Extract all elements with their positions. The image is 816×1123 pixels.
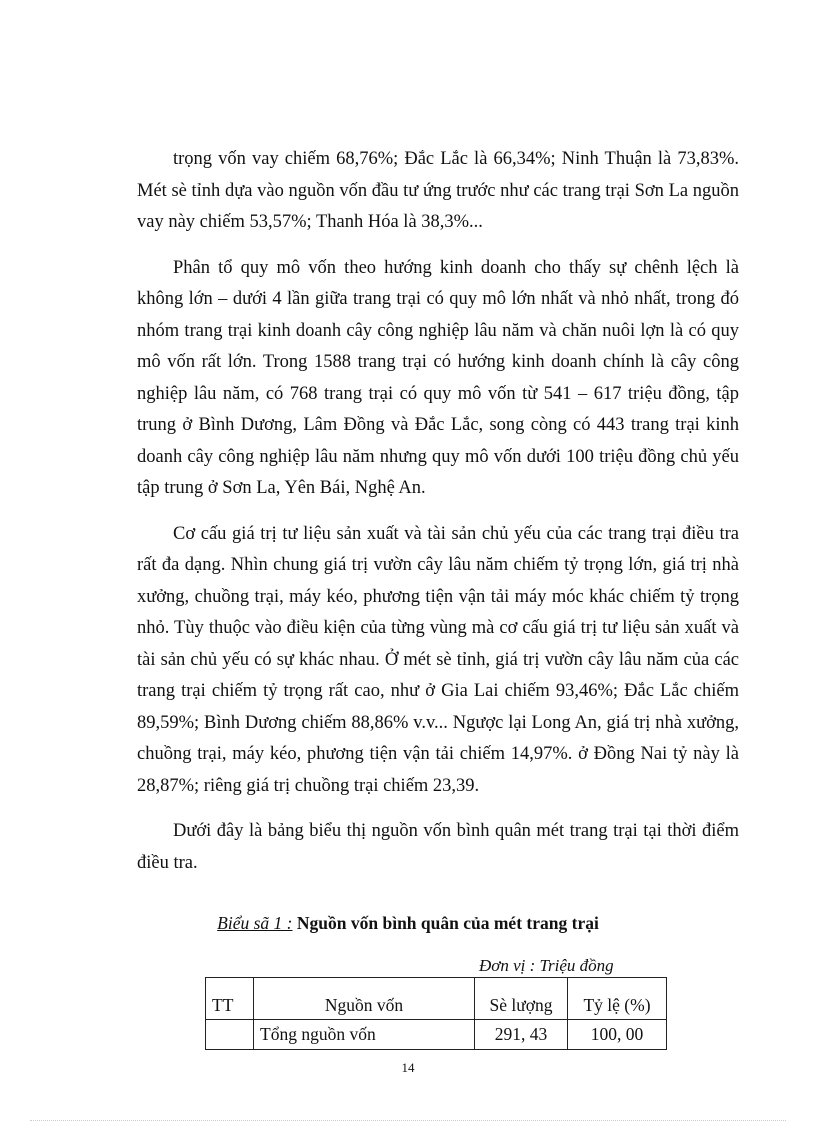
table-header-row bbox=[206, 978, 667, 1020]
page-bottom-divider bbox=[30, 1120, 786, 1121]
page-number: 14 bbox=[401, 1060, 415, 1075]
header-ratio: Tỷ lệ (%) bbox=[568, 978, 667, 1020]
body-text bbox=[137, 144, 739, 879]
cell-amount: 291, 43 bbox=[475, 1020, 568, 1050]
paragraph-3: Cơ cấu giá trị tư liệu sản xuất và tài sản chủ yếu của các trang trại điều tra rất đa dạng. Nhìn chung giá trị vườn cây lâu năm chiếm tỷ trọng lớn, giá trị nhà xưởng, chuồng trại, máy kéo, phương tiện vận tải máy móc khác chiếm tỷ trọng nhỏ. Tùy thuộc vào điều kiện của từng vùng mà cơ cấu giá trị tư liệu sản xuất và tài sản chủ yếu có sự khác nhau. Ở mét sè tỉnh, giá trị vườn cây lâu năm của các trang trại chiếm tỷ trọng rất cao, như ở Gia Lai chiếm 93,46%; Đắc Lắc chiếm 89,59%; Bình Dương chiếm 88,86% v.v... Ngược lại Long An, giá trị nhà xưởng, chuồng trại, máy kéo, phương tiện vận tải chiếm 14,97%. ở Đồng Nai tỷ này là 28,87%; riêng giá trị chuồng trại chiếm 23,39. bbox=[137, 523, 739, 796]
table-caption bbox=[0, 913, 816, 934]
capital-table bbox=[205, 977, 667, 1050]
unit-label: Đơn vị : Triệu đồng bbox=[479, 956, 614, 975]
paragraph-2: Phân tổ quy mô vốn theo hướng kinh doanh cho thấy sự chênh lệch là không lớn – dưới 4 lần giữa trang trại có quy mô lớn nhất và nhỏ nhất, trong đó nhóm trang trại kinh doanh cây công nghiệp lâu năm và chăn nuôi lợn là có quy mô vốn rất lớn. Trong 1588 trang trại có hướng kinh doanh chính là cây công nghiệp lâu năm, có 768 trang trại có quy mô vốn từ 541 – 617 triệu đồng, tập trung ở Bình Dương, Lâm Đồng và Đắc Lắc, song còng có 443 trang trại kinh doanh cây công nghiệp lâu năm nhưng quy mô vốn dưới 100 triệu đồng chủ yếu tập trung ở Sơn La, Yên Bái, Nghệ An. bbox=[137, 257, 739, 498]
header-tt: TT bbox=[206, 978, 254, 1020]
table-row bbox=[206, 1020, 667, 1050]
paragraph-1: trọng vốn vay chiếm 68,76%; Đắc Lắc là 66,34%; Ninh Thuận là 73,83%. Mét sè tỉnh dựa vào nguồn vốn đầu tư ứng trước như các trang trại Sơn La nguồn vay này chiếm 53,57%; Thanh Hóa là 38,3%... bbox=[137, 149, 739, 232]
cell-tt bbox=[206, 1020, 254, 1050]
cell-ratio: 100, 00 bbox=[568, 1020, 667, 1050]
header-amount: Sè lượng bbox=[475, 978, 568, 1020]
cell-source: Tổng nguồn vốn bbox=[254, 1020, 475, 1050]
table-caption-label: Biểu sã 1 : bbox=[217, 913, 293, 933]
paragraph-4: Dưới đây là bảng biểu thị nguồn vốn bình quân mét trang trại tại thời điểm điều tra. bbox=[137, 821, 739, 873]
header-source: Nguồn vốn bbox=[254, 978, 475, 1020]
table-caption-title: Nguồn vốn bình quân của mét trang trại bbox=[292, 913, 599, 933]
